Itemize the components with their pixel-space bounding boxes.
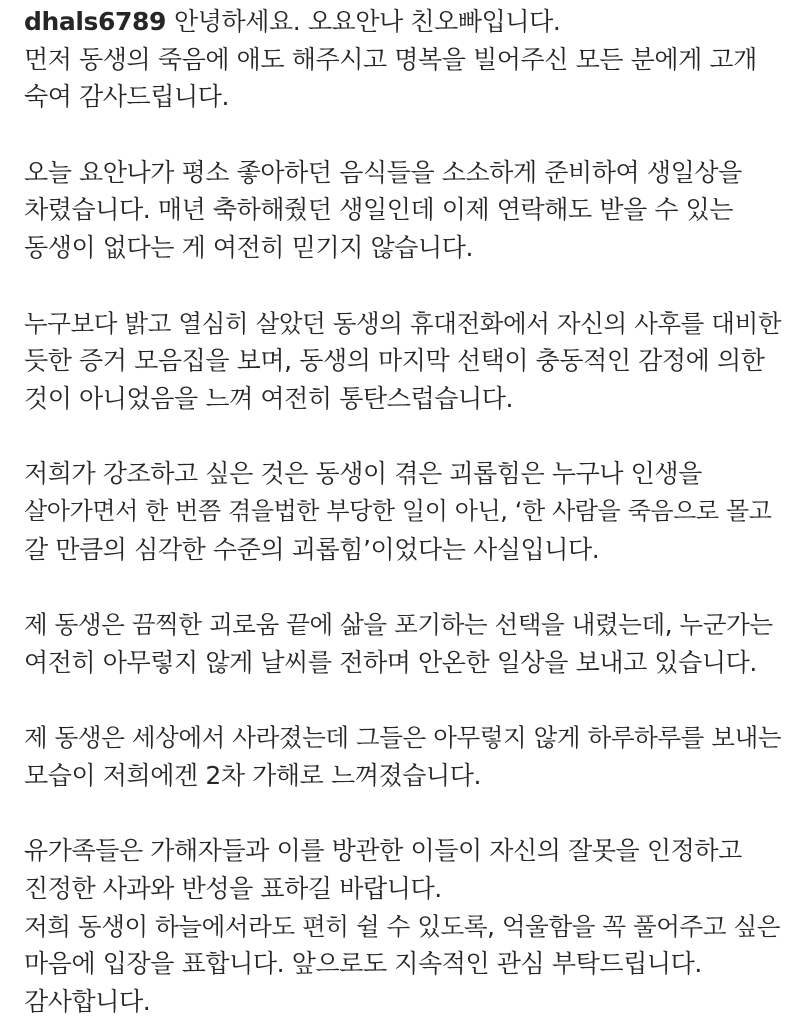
caption-line: 것이 아니었음을 느껴 여전히 통탄스럽습니다. — [24, 383, 513, 413]
caption-line: 갈 만큼의 심각한 수준의 괴롭힘’이었다는 사실입니다. — [24, 534, 600, 564]
caption-first-text: 안녕하세요. 오요안나 친오빠입니다. — [174, 7, 561, 36]
caption-line: 모습이 저희에겐 2차 가해로 느껴졌습니다. — [24, 760, 481, 790]
caption-line: 감사합니다. — [24, 986, 151, 1016]
caption-line: 오늘 요안나가 평소 좋아하던 음식들을 소소하게 준비하여 생일상을 — [24, 157, 742, 187]
caption-line: 먼저 동생의 죽음에 애도 해주시고 명복을 빌어주신 모든 분에게 고개 — [24, 44, 757, 74]
caption-line: 저희 동생이 하늘에서라도 편히 쉴 수 있도록, 억울함을 꼭 풀어주고 싶은 — [24, 911, 781, 941]
caption-line: 동생이 없다는 게 여전히 믿기지 않습니다. — [24, 233, 474, 263]
caption-line: 듯한 증거 모음집을 보며, 동생의 마지막 선택이 충동적인 감정에 의한 — [24, 346, 765, 376]
caption-line: 살아가면서 한 번쯤 겪을법한 부당한 일이 아닌, ‘한 사람을 죽음으로 몰고 — [24, 496, 772, 525]
caption-line: 여전히 아무렇지 않게 날씨를 전하며 안온한 일상을 보내고 있습니다. — [24, 647, 757, 677]
caption-line: 유가족들은 가해자들과 이를 방관한 이들이 자신의 잘못을 인정하고 — [24, 836, 742, 866]
caption-line: 차렸습니다. 매년 축하해줬던 생일인데 이제 연락해도 받을 수 있는 — [24, 195, 734, 225]
caption-line: 누구보다 밝고 열심히 살았던 동생의 휴대전화에서 자신의 사후를 대비한 — [24, 308, 782, 338]
caption-line-1 — [24, 3, 784, 41]
caption-line: 저희가 강조하고 싶은 것은 동생이 겪은 괴롭힘은 누구나 인생을 — [24, 459, 702, 489]
username-link[interactable]: dhals6789 — [24, 7, 166, 36]
caption-line: 제 동생은 끔찍한 괴로움 끝에 삶을 포기하는 선택을 내렸는데, 누군가는 — [24, 610, 773, 639]
caption-line: 마음에 입장을 표합니다. 앞으로도 지속적인 관심 부탁드립니다. — [24, 949, 702, 979]
caption-line: 숙여 감사드립니다. — [24, 82, 230, 112]
caption-line: 제 동생은 세상에서 사라졌는데 그들은 아무렇지 않게 하루하루를 보내는 — [24, 723, 782, 753]
post-caption — [24, 0, 784, 1021]
caption-line: 진정한 사과와 반성을 표하길 바랍니다. — [24, 873, 442, 903]
